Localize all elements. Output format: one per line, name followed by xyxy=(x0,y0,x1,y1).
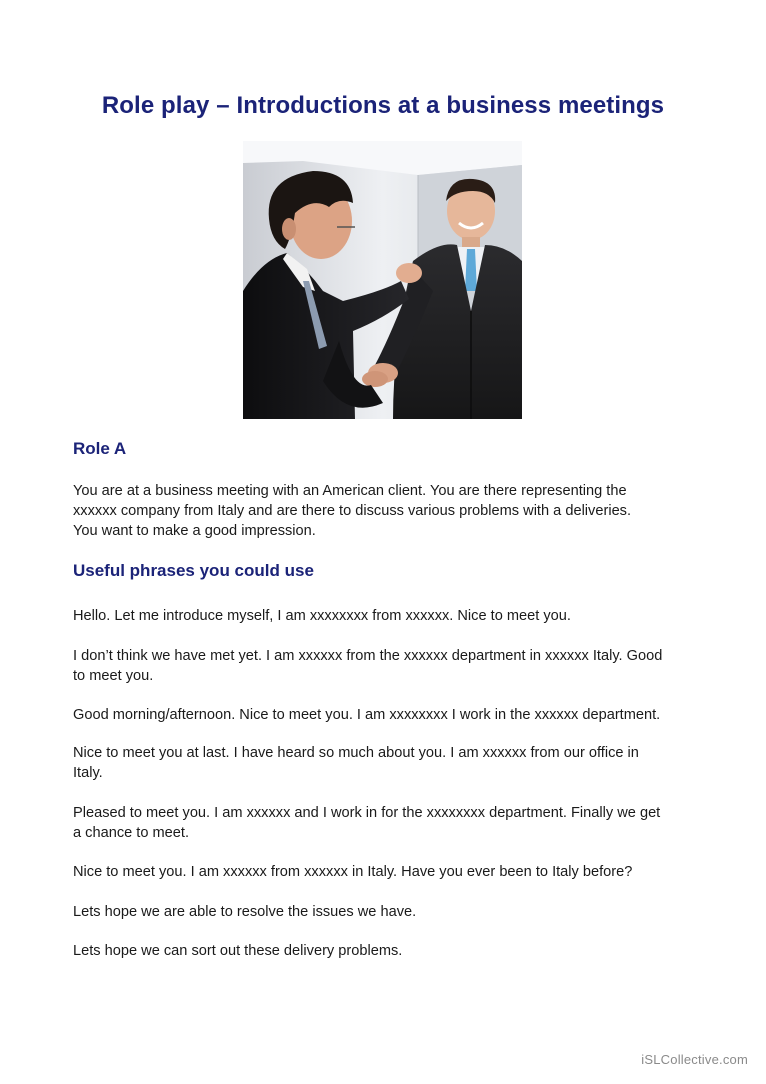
phrase-item xyxy=(73,862,703,882)
page-title: Role play – Introductions at a business meetings xyxy=(101,92,665,119)
business-handshake-photo xyxy=(243,141,522,419)
site-watermark: iSLCollective.com xyxy=(641,1052,748,1067)
phrase-line: Pleased to meet you. I am xxxxxx and I work in for the xxxxxxxx department. Finally we get xyxy=(73,805,661,821)
phrase-line: Good morning/afternoon. Nice to meet you. I am xxxxxxxx I work in the xxxxxx department. xyxy=(73,707,661,723)
phrase-line: Italy. xyxy=(73,765,103,781)
phrase-line: Lets hope we are able to resolve the issues we have. xyxy=(73,904,417,920)
role-line: xxxxxx company from Italy and are there to discuss various problems with a deliveries. xyxy=(73,503,632,519)
phrase-line: Lets hope we can sort out these delivery problems. xyxy=(73,943,403,959)
phrase-item xyxy=(73,705,703,725)
role-line: You want to make a good impression. xyxy=(73,523,316,539)
phrases-heading: Useful phrases you could use xyxy=(73,561,314,580)
phrase-item xyxy=(73,902,703,922)
phrase-item xyxy=(73,803,703,843)
phrase-item xyxy=(73,941,703,961)
phrase-line: Nice to meet you. I am xxxxxx from xxxxxx in Italy. Have you ever been to Italy before? xyxy=(73,864,633,880)
phrase-item xyxy=(73,646,703,686)
phrase-line: a chance to meet. xyxy=(73,825,190,841)
phrase-line: I don’t think we have met yet. I am xxxxxx from the xxxxxx department in xxxxxx Italy. Good xyxy=(73,648,663,664)
phrase-item xyxy=(73,743,703,783)
role-heading: Role A xyxy=(73,439,127,458)
phrase-line: Hello. Let me introduce myself, I am xxxxxxxx from xxxxxx. Nice to meet you. xyxy=(73,608,571,624)
role-description xyxy=(73,481,703,541)
role-line: You are at a business meeting with an American client. You are there representing the xyxy=(73,483,627,499)
phrase-line: Nice to meet you at last. I have heard so much about you. I am xxxxxx from our office in xyxy=(73,745,639,761)
phrase-item xyxy=(73,606,703,626)
phrase-line: to meet you. xyxy=(73,668,154,684)
